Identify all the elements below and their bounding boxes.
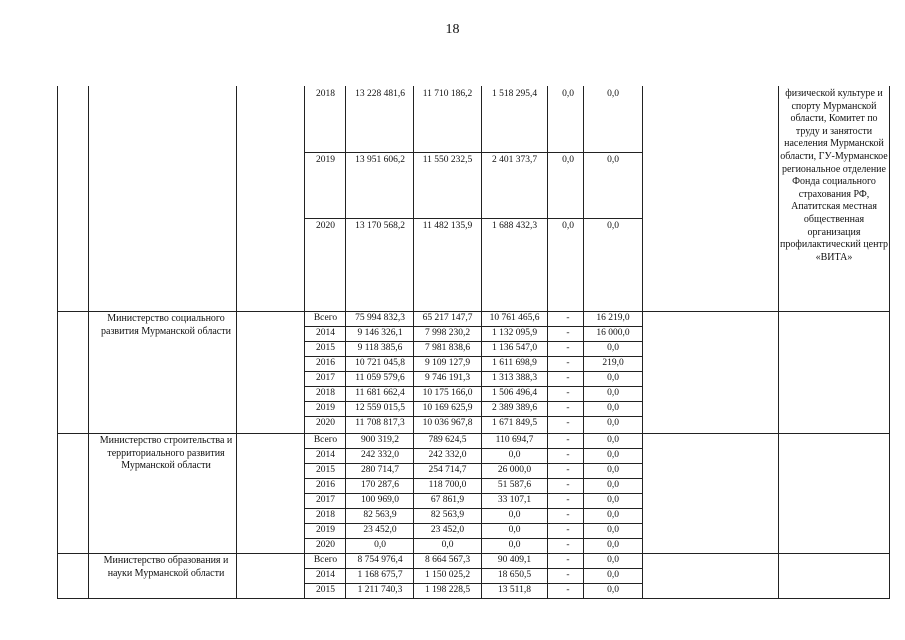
- cell-c5: 0,0: [607, 495, 619, 505]
- cell-c5: 0,0: [607, 373, 619, 383]
- cell-c2: 9 746 191,3: [424, 373, 471, 383]
- cell-c2: 1 198 228,5: [424, 585, 471, 595]
- grid-line: [642, 86, 643, 598]
- cell-year: 2019: [316, 525, 335, 535]
- cell-year: Всего: [313, 435, 338, 445]
- cell-c3: 1 611 698,9: [492, 358, 537, 368]
- cell-c2: 10 036 967,8: [422, 418, 473, 428]
- cell-c4: 0,0: [562, 221, 574, 231]
- cell-c4: -: [566, 465, 570, 475]
- cell-total: 82 563,9: [363, 510, 397, 520]
- grid-line: [304, 86, 305, 598]
- grid-line: [778, 86, 779, 598]
- cell-year: 2017: [316, 373, 335, 383]
- cell-year: Всего: [313, 313, 338, 323]
- cell-c3: 1 136 547,0: [491, 343, 538, 353]
- cell-c3: 0,0: [508, 525, 521, 535]
- grid-line: [236, 86, 237, 598]
- cell-c2: 118 700,0: [428, 480, 467, 490]
- cell-total: 13 170 568,2: [355, 221, 405, 231]
- cell-c4: -: [566, 480, 570, 490]
- cell-year: Всего: [313, 555, 338, 565]
- cell-c3: 10 761 465,6: [489, 313, 540, 323]
- cell-c2: 10 169 625,9: [422, 403, 473, 413]
- cell-year: 2020: [316, 221, 335, 231]
- cell-c3: 33 107,1: [497, 495, 532, 505]
- cell-year: 2019: [316, 155, 335, 165]
- budget-table: [57, 86, 890, 599]
- cell-c5: 0,0: [607, 418, 619, 428]
- cell-c5: 0,0: [607, 388, 619, 398]
- cell-total: 900 319,2: [361, 435, 399, 445]
- cell-total: 75 994 832,3: [355, 313, 405, 323]
- cell-c3: 26 000,0: [497, 465, 532, 475]
- cell-c4: -: [566, 450, 570, 460]
- cell-c3: 2 401 373,7: [491, 155, 538, 165]
- cell-c5: 0,0: [607, 89, 619, 99]
- cell-total: 11 059 579,6: [355, 373, 405, 383]
- cell-c4: -: [566, 540, 570, 550]
- cell-c5: 16 000,0: [596, 328, 630, 338]
- cell-c2: 7 981 838,6: [424, 343, 471, 353]
- cell-total: 0,0: [374, 540, 386, 550]
- cell-year: 2020: [316, 418, 335, 428]
- cell-c2: 65 217 147,7: [422, 313, 473, 323]
- ministry-name: Министерство образования и науки Мурманской области: [103, 555, 229, 579]
- cell-c2: 242 332,0: [428, 450, 467, 460]
- cell-c2: 1 150 025,2: [424, 570, 471, 580]
- cell-year: 2015: [316, 465, 335, 475]
- cell-c4: 0,0: [562, 89, 574, 99]
- cell-c3: 13 511,8: [498, 585, 531, 595]
- cell-c4: -: [566, 403, 570, 413]
- cell-c4: -: [566, 418, 570, 428]
- cell-c5: 0,0: [607, 450, 619, 460]
- cell-c5: 0,0: [607, 540, 619, 550]
- cell-c5: 0,0: [607, 403, 619, 413]
- cell-c3: 0,0: [508, 540, 521, 550]
- cell-c5: 0,0: [607, 525, 619, 535]
- cell-c4: -: [566, 358, 570, 368]
- cell-c4: -: [566, 495, 570, 505]
- cell-c4: -: [566, 388, 570, 398]
- cell-total: 242 332,0: [361, 450, 399, 460]
- cell-c2: 11 710 186,2: [422, 89, 473, 99]
- cell-c2: 11 482 135,9: [422, 221, 473, 231]
- cell-c3: 1 313 388,3: [491, 373, 538, 383]
- cell-c4: -: [566, 570, 570, 580]
- cell-c4: -: [566, 510, 570, 520]
- cell-c2: 254 714,7: [428, 465, 467, 475]
- cell-year: 2018: [316, 510, 335, 520]
- cell-c5: 0,0: [607, 555, 619, 565]
- cell-total: 11 681 662,4: [355, 388, 405, 398]
- cell-c3: 110 694,7: [495, 435, 534, 445]
- cell-c3: 2 389 389,6: [491, 403, 538, 413]
- cell-c2: 82 563,9: [430, 510, 465, 520]
- cell-c3: 1 688 432,3: [491, 221, 538, 231]
- cell-total: 13 228 481,6: [355, 89, 405, 99]
- grid-line: [889, 86, 890, 598]
- ministry-name: Министерство социального развития Мурманской области: [101, 313, 231, 337]
- cell-total: 8 754 976,4: [357, 555, 403, 565]
- cell-c4: -: [566, 525, 570, 535]
- cell-c3: 18 650,5: [497, 570, 532, 580]
- cell-c4: -: [566, 435, 570, 445]
- cell-year: 2016: [316, 358, 335, 368]
- cell-c2: 23 452,0: [430, 525, 465, 535]
- grid-line: [88, 86, 89, 598]
- cell-year: 2014: [316, 328, 335, 338]
- cell-c2: 789 624,5: [428, 435, 467, 445]
- cell-c2: 67 861,9: [430, 495, 465, 505]
- cell-c4: -: [566, 555, 570, 565]
- cell-c3: 1 518 295,4: [491, 89, 538, 99]
- cell-year: 2015: [316, 343, 335, 353]
- cell-year: 2018: [316, 89, 335, 99]
- cell-total: 11 708 817,3: [355, 418, 405, 428]
- cell-c4: -: [566, 373, 570, 383]
- executors-text: физической культуре и спорту Мурманской области, Комитет по труду и занятости населения Мурманской области, ГУ-Мурманское региональное отделение Фонда социального страхования РФ, Апатитская местная общественная организация профилактический центр «ВИТА»: [780, 88, 888, 263]
- cell-c3: 1 671 849,5: [491, 418, 538, 428]
- ministry-name: Министерство строительства и территориального развития Мурманской области: [99, 435, 233, 471]
- cell-year: 2016: [316, 480, 335, 490]
- cell-c5: 0,0: [607, 585, 619, 595]
- cell-c3: 1 506 496,4: [491, 388, 538, 398]
- cell-year: 2019: [316, 403, 335, 413]
- cell-year: 2020: [316, 540, 335, 550]
- cell-c5: 16 219,0: [596, 313, 630, 323]
- cell-c3: 0,0: [508, 450, 521, 460]
- cell-c2: 8 664 567,3: [424, 555, 471, 565]
- row-separator: [304, 218, 642, 219]
- cell-year: 2015: [316, 585, 335, 595]
- cell-c5: 0,0: [607, 465, 619, 475]
- cell-c2: 0,0: [441, 540, 454, 550]
- cell-c3: 0,0: [508, 510, 521, 520]
- cell-total: 9 118 385,6: [357, 343, 403, 353]
- cell-total: 170 287,6: [361, 480, 399, 490]
- cell-c3: 90 409,1: [497, 555, 532, 565]
- cell-c4: -: [566, 343, 570, 353]
- cell-year: 2018: [316, 388, 335, 398]
- cell-c4: -: [566, 313, 570, 323]
- page-number: 18: [445, 22, 460, 37]
- cell-total: 10 721 045,8: [355, 358, 405, 368]
- cell-c5: 0,0: [607, 480, 619, 490]
- cell-total: 23 452,0: [363, 525, 397, 535]
- row-separator: [304, 152, 642, 153]
- cell-c4: -: [566, 328, 570, 338]
- cell-c5: 0,0: [607, 570, 619, 580]
- cell-c2: 11 550 232,5: [422, 155, 473, 165]
- cell-year: 2014: [316, 450, 335, 460]
- cell-c2: 7 998 230,2: [424, 328, 471, 338]
- cell-c4: 0,0: [562, 155, 574, 165]
- cell-c5: 219,0: [602, 358, 624, 368]
- cell-c5: 0,0: [607, 155, 619, 165]
- cell-total: 280 714,7: [361, 465, 399, 475]
- cell-c2: 9 109 127,9: [424, 358, 471, 368]
- cell-c3: 51 587,6: [497, 480, 532, 490]
- cell-c5: 0,0: [607, 343, 619, 353]
- cell-c4: -: [566, 585, 570, 595]
- cell-c5: 0,0: [607, 510, 619, 520]
- cell-year: 2014: [316, 570, 335, 580]
- cell-c3: 1 132 095,9: [491, 328, 538, 338]
- cell-total: 13 951 606,2: [355, 155, 405, 165]
- cell-total: 9 146 326,1: [357, 328, 403, 338]
- cell-year: 2017: [316, 495, 335, 505]
- cell-total: 1 168 675,7: [357, 570, 403, 580]
- cell-total: 100 969,0: [361, 495, 399, 505]
- cell-c5: 0,0: [607, 221, 619, 231]
- cell-c5: 0,0: [607, 435, 619, 445]
- cell-total: 1 211 740,3: [357, 585, 403, 595]
- cell-c2: 10 175 166,0: [422, 388, 473, 398]
- cell-total: 12 559 015,5: [355, 403, 405, 413]
